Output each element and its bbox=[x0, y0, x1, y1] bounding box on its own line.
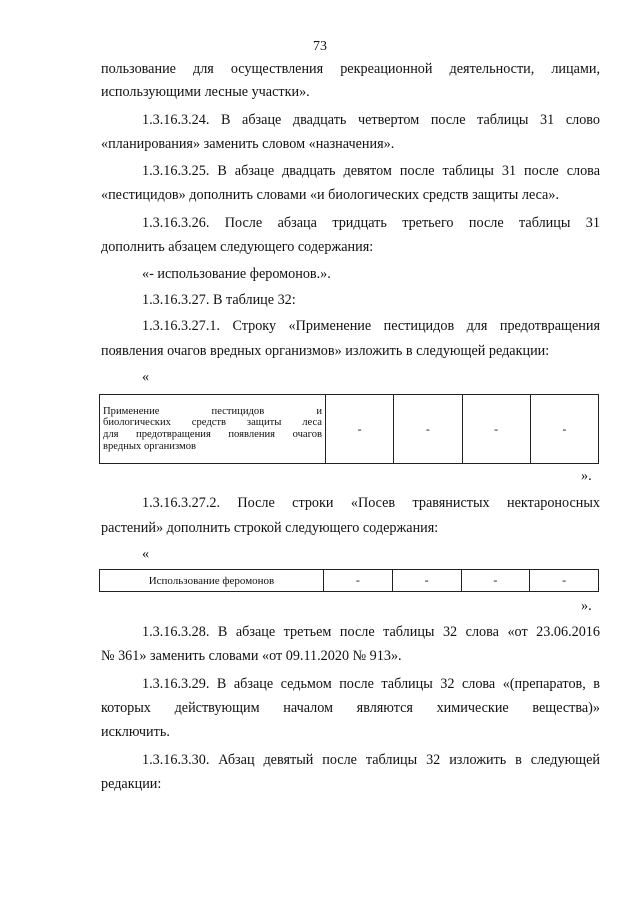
opening-quote: « bbox=[142, 369, 150, 385]
closing-quote: ». bbox=[581, 468, 592, 484]
table-row-label bbox=[100, 395, 326, 464]
paragraph-line: пользование для осуществления рекреационной деятельности, лицами, bbox=[101, 61, 600, 77]
paragraph-line: редакции: bbox=[101, 776, 162, 792]
paragraph-line: 1.3.16.3.27.1. Строку «Применение пестицидов для предотвращения bbox=[142, 318, 600, 334]
label-line: вредных организмов bbox=[103, 440, 197, 452]
table-cell: - bbox=[461, 570, 530, 592]
paragraph-line: 1.3.16.3.27.2. После строки «Посев травянистых нектароносных bbox=[142, 495, 600, 511]
table-cell: - bbox=[392, 570, 461, 592]
paragraph-line: «планирования» заменить словом «назначения». bbox=[101, 136, 395, 152]
table-32-row-replacement bbox=[99, 394, 599, 464]
paragraph-line: исключить. bbox=[101, 724, 170, 740]
paragraph-line: которых действующим началом являются химические вещества)» bbox=[101, 700, 600, 716]
paragraph-line: 1.3.16.3.26. После абзаца тридцать третьего после таблицы 31 bbox=[142, 215, 600, 231]
table-cell: - bbox=[324, 570, 393, 592]
paragraph-line: «пестицидов» дополнить словами «и биологических средств защиты леса». bbox=[101, 187, 559, 203]
table-cell: - bbox=[462, 395, 530, 464]
paragraph-line: 1.3.16.3.30. Абзац девятый после таблицы 32 изложить в следующей bbox=[142, 752, 600, 768]
label-line: для предотвращения появления очагов bbox=[103, 429, 322, 440]
label-line: Применение пестицидов и bbox=[103, 405, 322, 417]
paragraph-line: появления очагов вредных организмов» изложить в следующей редакции: bbox=[101, 343, 550, 359]
paragraph-line: «- использование феромонов.». bbox=[142, 266, 331, 282]
paragraph-line: использующими лесные участки». bbox=[101, 84, 310, 100]
paragraph-line: 1.3.16.3.29. В абзаце седьмом после таблицы 32 слова «(препаратов, в bbox=[142, 676, 600, 692]
paragraph-line: растений» дополнить строкой следующего содержания: bbox=[101, 520, 439, 536]
table-cell: - bbox=[394, 395, 462, 464]
table-32-new-row bbox=[99, 569, 599, 592]
opening-quote: « bbox=[142, 546, 150, 562]
paragraph-line: 1.3.16.3.28. В абзаце третьем после таблицы 32 слова «от 23.06.2016 bbox=[142, 624, 600, 640]
paragraph-line: 1.3.16.3.24. В абзаце двадцать четвертом после таблицы 31 слово bbox=[142, 112, 600, 128]
table-cell: - bbox=[326, 395, 394, 464]
table-row-label: Использование феромонов bbox=[100, 570, 324, 592]
paragraph-line: № 361» заменить словами «от 09.11.2020 № 913». bbox=[101, 648, 402, 664]
table-cell: - bbox=[530, 570, 599, 592]
label-line: биологических средств защиты леса bbox=[103, 417, 322, 429]
table-row bbox=[100, 570, 599, 592]
table-row bbox=[100, 395, 599, 464]
page-number: 73 bbox=[313, 39, 327, 54]
table-cell: - bbox=[530, 395, 598, 464]
paragraph-line: 1.3.16.3.25. В абзаце двадцать девятом после таблицы 31 после слова bbox=[142, 163, 600, 179]
paragraph-line: дополнить абзацем следующего содержания: bbox=[101, 239, 374, 255]
paragraph-line: 1.3.16.3.27. В таблице 32: bbox=[142, 292, 296, 308]
closing-quote: ». bbox=[581, 598, 592, 614]
